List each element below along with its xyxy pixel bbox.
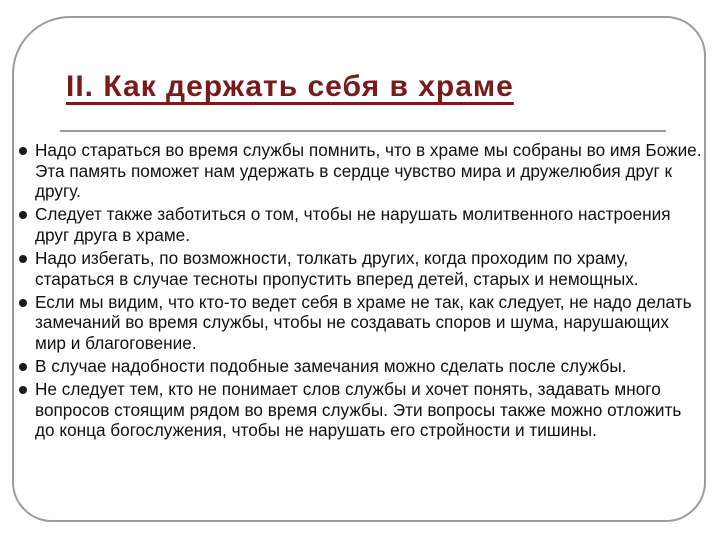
bullet-icon xyxy=(19,255,27,263)
slide-title: II. Как держать себя в храме xyxy=(66,70,514,103)
list-item-text: Следует также заботиться о том, чтобы не нарушать молитвенного настроения друг друга в храме. xyxy=(35,204,671,245)
bullet-icon xyxy=(19,299,27,307)
list-item-text: Если мы видим, что кто-то ведет себя в храме не так, как следует, не надо делать замечаний во время службы, чтобы не создавать споров и шума, нарушающих мир и благоговение. xyxy=(35,291,692,353)
list-item xyxy=(18,379,704,441)
bullet-icon xyxy=(19,147,27,155)
title-divider xyxy=(60,130,666,132)
bullet-icon xyxy=(19,363,27,371)
list-item xyxy=(18,356,704,377)
list-item-text: Надо избегать, по возможности, толкать других, когда проходим по храму, стараться в случае тесноты пропустить вперед детей, старых и немощных. xyxy=(35,247,639,289)
list-item xyxy=(18,292,704,354)
list-item xyxy=(18,248,704,289)
bullet-icon xyxy=(19,386,27,394)
list-item-text: Не следует тем, кто не понимает слов службы и хочет понять, задавать много вопросов стоящим рядом во время службы. Эти вопросы также можно отложить до конца богослужения, чтобы не нарушать его стройности и тишины. xyxy=(35,379,682,441)
list-item-text: Надо стараться во время службы помнить, что в храме мы собраны во имя Божие. Эта память поможет нам удержать в сердце чувство мира и дружелюбия друг к другу. xyxy=(35,140,702,202)
list-item xyxy=(18,204,704,245)
bullet-list xyxy=(18,140,704,443)
list-item xyxy=(18,140,704,202)
bullet-icon xyxy=(19,211,27,219)
list-item-text: В случае надобности подобные замечания можно сделать после службы. xyxy=(35,355,627,376)
